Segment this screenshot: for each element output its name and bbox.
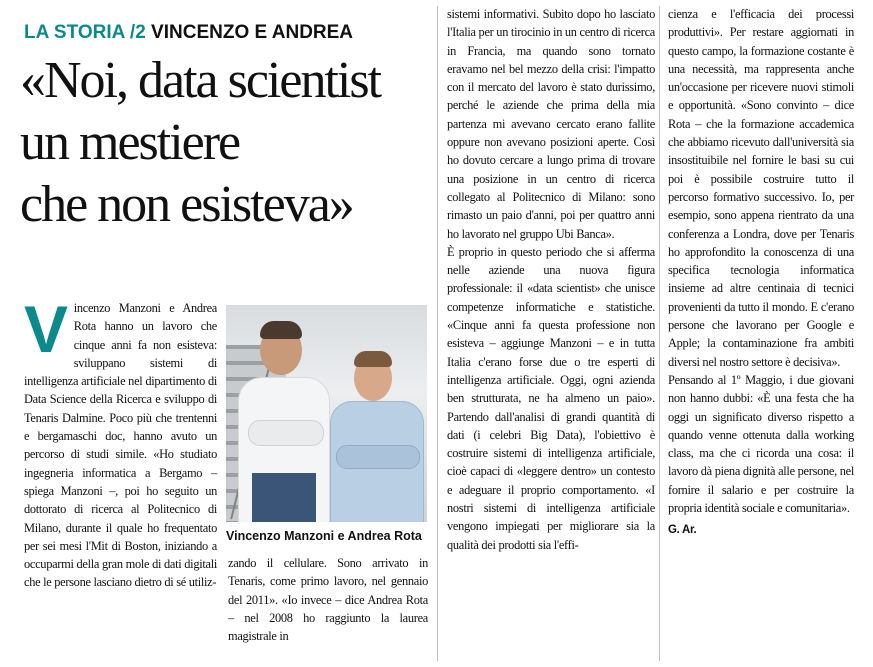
column-divider: [437, 6, 438, 661]
article-paragraph: cienza e l'efficacia dei processi produttivi». Per restare aggiornati in questo campo, la formazione costante è una necessità, ma rappresenta anche un'occasione per ricevere nuovi stimoli e opportunità. «Sono convinto – dice Rota – che la formazione accademica che abbiamo ricevuto dall'università sia insostituibile nel fornire le basi su cui poi è possibile costruire tutto il percorso formativo successivo. Io, per esempio, sono appena rientrato da una conferenza a Londra, dove per Tenaris ho approfondito la conoscenza di una specifica tecnologia informatica insieme ad altre centinaia di tecnici provenienti da tutto il mondo. E c'erano persone che lavorano per Google e Apple; la contaminazione fra ambiti diversi nel nostro settore è decisiva».: [668, 7, 854, 369]
column-divider: [659, 6, 660, 661]
kicker-subject: VINCENZO E ANDREA: [151, 22, 354, 43]
portrait-photo: [226, 305, 427, 522]
author-signature: G. Ar.: [668, 524, 697, 537]
photo-caption: Vincenzo Manzoni e Andrea Rota: [226, 529, 422, 543]
kicker-section: LA STORIA /2: [24, 22, 146, 43]
headline: [20, 50, 440, 236]
headline-line-1: «Noi, data scientist: [20, 52, 381, 109]
drop-cap: V: [24, 292, 68, 366]
article-text-col2-start: zando il cellulare. Sono arrivato in Tenaris, come primo lavoro, nel gennaio del 2011». «Io invece – dice Andrea Rota – nel 2008 ho raggiunto la laurea magistrale in: [228, 556, 428, 644]
article-paragraph: Pensando al 1º Maggio, i due giovani non hanno dubbi: «È una festa che ha oggi un significato diverso rispetto a quando venne ottenuta dalla working class, ma che ci ricorda una cosa: il lavoro dà piena dignità alle persone, nel fornire il salario e per costruire la propria identità sociale e comunitaria».: [668, 372, 854, 516]
article-column-2: [228, 554, 428, 645]
headline-line-2: un mestiere: [20, 114, 240, 171]
kicker: [24, 20, 353, 46]
article-paragraph: È proprio in questo periodo che si afferma nelle aziende una nuova figura professionale: il «data scientist» che unisce competenze informatiche e statistiche. «Cinque anni fa questa professione non esisteva – aggiunge Manzoni – e in tutta Italia c'erano forse due o tre esperti di intelligenza artificiale. Oggi, ogni azienda ben strutturata, ne ha almeno un paio». Partendo dall'analisi di grandi quantità di dati (i celebri Big Data), l'obiettivo è costruire sistemi di intelligenza artificiale, cioè capaci di «leggere dentro» un contesto e adeguare il proprio comportamento. «I nostri sistemi di intelligenza artificiale vengono impiegati per migliorare sia la qualità dei prodotti sia l'effi-: [447, 244, 655, 552]
article-column-3: [447, 5, 655, 554]
article-column-4: [668, 5, 854, 540]
article-column-1: [24, 292, 217, 592]
article-text-col1: incenzo Manzoni e Andrea Rota hanno un lavoro che cinque anni fa non esisteva: sviluppano sistemi di intelligenza artificiale nel dipartimento di Data Science della Ricerca e sviluppo di Tenaris Dalmine. Poco più che trentenni e bergamaschi doc, hanno avuto un percorso di studi simile. «Ho studiato ingegneria informatica a Bergamo – spiega Manzoni –, poi ho seguito un dottorato di ricerca al Politecnico di Milano, durante il quale ho frequentato per sei mesi l'Mit di Boston, iniziando a occuparmi della gran mole di dati digitali che le persone lasciano dietro di sé utiliz-: [24, 301, 217, 590]
article-text-col2-continuation: sistemi informativi. Subito dopo ho lasciato l'Italia per un tirocinio in un centro di ricerca in Francia, ma quando sono tornato eravamo nel bel mezzo della crisi: l'impatto con il mercato del lavoro è stato durissimo, perché le aziende che prima della mia partenza mi avevano cercato erano fallite oppure non avevano posizioni aperte. Così ho dovuto cercare a lungo prima di trovare una posizione in un centro di ricerca collegato al Politecnico di Milano: sono rimasto un paio d'anni, poi per quattro anni ho lavorato nel gruppo Ubi Banca».: [447, 7, 655, 241]
headline-line-3: che non esisteva»: [20, 176, 353, 233]
